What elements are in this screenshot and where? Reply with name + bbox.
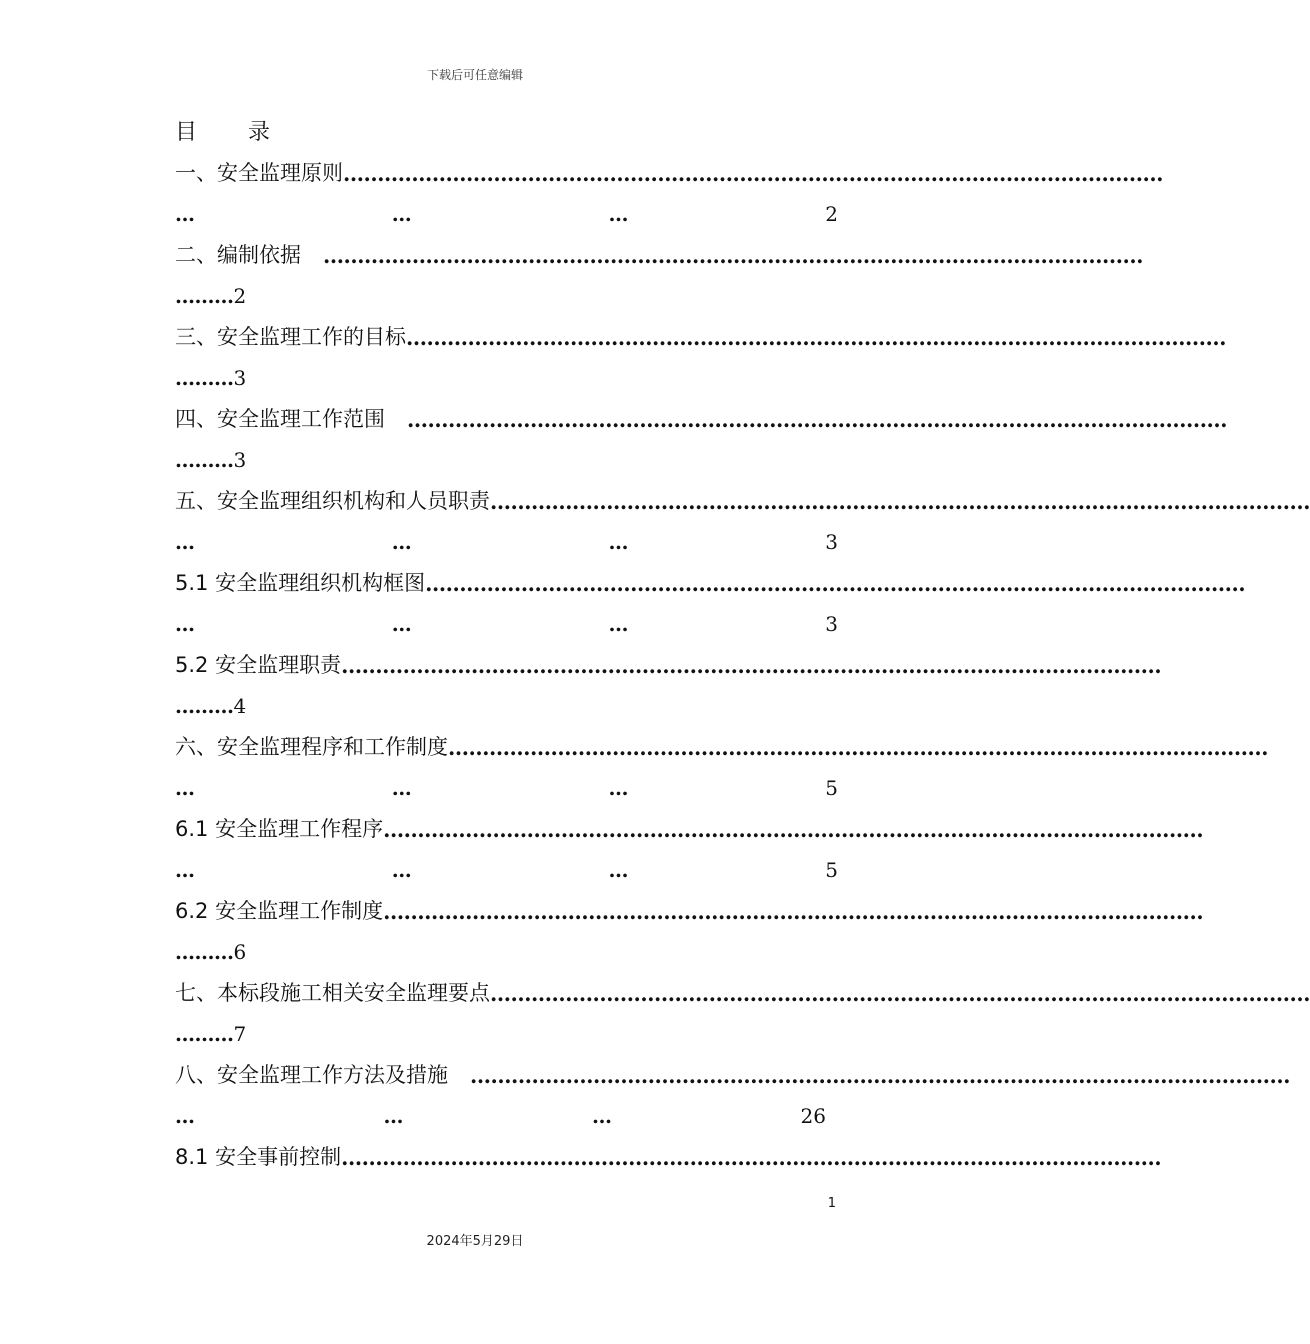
toc-leader: … (592, 1104, 613, 1128)
toc-entry-6-cont (175, 768, 838, 809)
toc-entry-label: 6.1 安全监理工作程序 (175, 817, 384, 841)
toc-leader: ………………………………………………………………………………………………………… (490, 489, 1310, 514)
toc-leader: … (175, 530, 195, 554)
toc-leader: ……… (175, 448, 234, 472)
toc-entry-8-1[interactable] (175, 1137, 1162, 1178)
toc-page-number: 4 (233, 694, 247, 718)
toc-page-number: 2 (233, 284, 247, 308)
toc-entry-5-1[interactable] (175, 563, 1246, 604)
toc-entry-2[interactable] (175, 235, 1143, 276)
toc-leader: ……… (175, 284, 234, 308)
toc-entry-7[interactable] (175, 973, 1310, 1014)
toc-page-number: 7 (233, 1022, 247, 1046)
toc-page-number: 6 (233, 940, 247, 964)
toc-entry-3[interactable] (175, 317, 1226, 358)
toc-entry-6-1[interactable] (175, 809, 1204, 850)
toc-entry-label: 六、安全监理程序和工作制度 (175, 735, 448, 759)
toc-leader: … (391, 776, 412, 800)
toc-page-number: 3 (825, 530, 838, 554)
toc-leader: ………………………………………………………………………………………………………… (323, 243, 1143, 268)
toc-leader: … (391, 612, 412, 636)
toc-entry-label: 七、本标段施工相关安全监理要点 (175, 981, 490, 1005)
toc-entry-1-cont (175, 194, 838, 235)
toc-entry-6[interactable] (175, 727, 1268, 768)
toc-title (175, 112, 838, 153)
toc-entry-label: 四、安全监理工作范围 (175, 407, 385, 431)
toc-leader: … (608, 530, 629, 554)
toc-entry-label: 5.2 安全监理职责 (175, 653, 342, 677)
toc-entry-label: 5.1 安全监理组织机构框图 (175, 571, 426, 595)
toc-leader: ………………………………………………………………………………………………………… (470, 1063, 1290, 1088)
toc-leader: ………………………………………………………………………………………………………… (343, 161, 1163, 186)
toc-leader: ……… (175, 694, 234, 718)
table-of-contents (175, 112, 1310, 1178)
toc-page-number: 2 (825, 202, 838, 226)
toc-leader: … (391, 858, 412, 882)
toc-entry-label: 三、安全监理工作的目标 (175, 325, 406, 349)
toc-entry-5-2-cont (175, 686, 838, 727)
toc-entry-5-2[interactable] (175, 645, 1162, 686)
toc-leader: … (608, 776, 629, 800)
toc-entry-4-cont (175, 440, 838, 481)
toc-leader: ………………………………………………………………………………………………………… (383, 817, 1204, 842)
toc-entry-8-cont (175, 1096, 838, 1137)
toc-leader: … (175, 776, 195, 800)
toc-leader: … (608, 858, 629, 882)
toc-entry-label: 6.2 安全监理工作制度 (175, 899, 384, 923)
toc-leader: … (608, 202, 629, 226)
toc-leader: … (175, 858, 195, 882)
toc-entry-2-cont (175, 276, 838, 317)
toc-entry-3-cont (175, 358, 838, 399)
toc-entry-6-2-cont (175, 932, 838, 973)
toc-leader: ………………………………………………………………………………………………………… (448, 735, 1268, 760)
toc-entry-label: 八、安全监理工作方法及措施 (175, 1063, 448, 1087)
toc-entry-label: 8.1 安全事前控制 (175, 1145, 342, 1169)
toc-leader: ………………………………………………………………………………………………………… (341, 1145, 1162, 1170)
toc-entry-5[interactable] (175, 481, 1310, 522)
toc-entry-5-1-cont (175, 604, 838, 645)
toc-entry-6-1-cont (175, 850, 838, 891)
toc-leader: ………………………………………………………………………………………………………… (425, 571, 1246, 596)
toc-leader: … (175, 202, 195, 226)
toc-page-number: 5 (825, 858, 838, 882)
toc-leader: ………………………………………………………………………………………………………… (490, 981, 1310, 1006)
toc-page-number: 3 (825, 612, 838, 636)
page-footer-date: 2024年5月29日 (426, 1234, 524, 1249)
toc-entry-label: 一、安全监理原则 (175, 161, 343, 185)
toc-leader: ………………………………………………………………………………………………………… (341, 653, 1162, 678)
toc-entry-label: 二、编制依据 (175, 243, 301, 267)
toc-leader: ……… (175, 940, 234, 964)
toc-entry-6-2[interactable] (175, 891, 1204, 932)
toc-page-number: 26 (800, 1104, 826, 1128)
toc-leader: ………………………………………………………………………………………………………… (407, 407, 1227, 432)
toc-page-number: 3 (233, 448, 247, 472)
toc-leader: ………………………………………………………………………………………………………… (406, 325, 1226, 350)
page-number: 1 (827, 1196, 836, 1211)
toc-entry-4[interactable] (175, 399, 1227, 440)
toc-page-number: 5 (825, 776, 838, 800)
toc-leader: … (175, 612, 195, 636)
toc-leader: … (608, 612, 629, 636)
toc-leader: … (383, 1104, 404, 1128)
toc-entry-8[interactable] (175, 1055, 1290, 1096)
toc-entry-7-cont (175, 1014, 838, 1055)
toc-leader: … (391, 530, 412, 554)
page-header: 下载后可任意编辑 (426, 68, 523, 82)
toc-entry-label: 五、安全监理组织机构和人员职责 (175, 489, 490, 513)
toc-entry-1[interactable] (175, 153, 1163, 194)
toc-leader: … (391, 202, 412, 226)
toc-entry-5-cont (175, 522, 838, 563)
toc-leader: ……… (175, 1022, 234, 1046)
toc-leader: … (175, 1104, 195, 1128)
toc-title-left: 目 (175, 120, 198, 145)
toc-leader: ……… (175, 366, 234, 390)
toc-title-right: 录 (248, 120, 271, 145)
toc-page-number: 3 (233, 366, 247, 390)
toc-leader: ………………………………………………………………………………………………………… (383, 899, 1204, 924)
